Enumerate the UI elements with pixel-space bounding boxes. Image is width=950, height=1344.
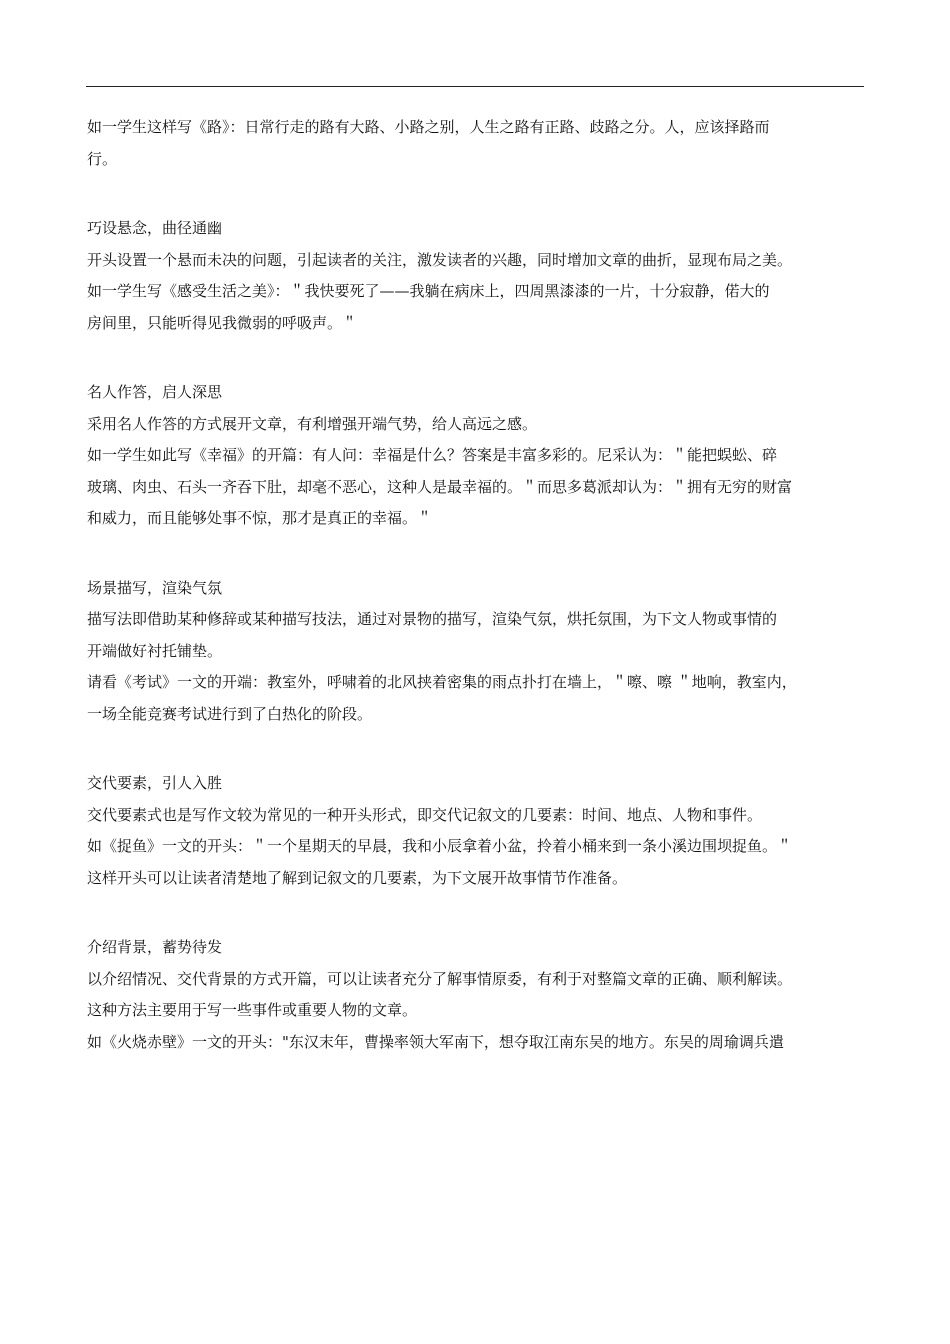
paragraph-line: 开头设置一个悬而未决的问题，引起读者的关注，激发读者的兴趣，同时增加文章的曲折，显现布局之美。 [87, 250, 793, 269]
paragraph-line: 这样开头可以让读者清楚地了解到记叙文的几要素，为下文展开故事情节作准备。 [87, 868, 628, 887]
paragraph-line: 请看《考试》一文的开端：教室外，呼啸着的北风挟着密集的雨点扑打在墙上，＂嚓、嚓 ＂地响，教室内， [87, 673, 797, 691]
section-heading: 巧设悬念，曲径通幽 [87, 219, 223, 237]
section-gap [87, 339, 877, 377]
paragraph-line: 和威力，而且能够处事不惊，那才是真正的幸福。＂ [87, 509, 433, 527]
paragraph-line: 描写法即借助某种修辞或某种描写技法，通过对景物的描写，渲染气氛，烘托氛围，为下文人物或事情的 [87, 610, 778, 628]
paragraph-line: 如《火烧赤壁》一文的开头："东汉末年，曹操率领大军南下，想夺取江南东吴的地方。东吴的周瑜调兵遣 [87, 1032, 784, 1051]
paragraph-line: 开端做好衬托铺垫。 [87, 641, 223, 660]
section-heading: 介绍背景，蓄势待发 [87, 938, 223, 956]
section-gap [87, 730, 877, 768]
paragraph-line: 如《捉鱼》一文的开头：＂一个星期天的早晨，我和小辰拿着小盆，拎着小桶来到一条小溪边围坝捉鱼。＂ [87, 837, 793, 855]
document-body [87, 112, 877, 1058]
header-rule [86, 86, 864, 87]
section-gap [87, 894, 877, 932]
paragraph-line: 如一学生这样写《路》：日常行走的路有大路、小路之别，人生之路有正路、歧路之分。人，应该择路而 [87, 118, 770, 136]
section-gap [87, 175, 877, 213]
paragraph-line: 如一学生写《感受生活之美》：＂我快要死了——我躺在病床上，四周黑漆漆的一片，十分寂静，偌大的 [87, 282, 770, 300]
section-heading: 场景描写，渲染气氛 [87, 578, 223, 597]
paragraph-line: 如一学生如此写《幸福》的开篇：有人问：幸福是什么？答案是丰富多彩的。尼采认为：＂能把蜈蚣、碎 [87, 446, 778, 464]
paragraph-line: 交代要素式也是写作文较为常见的一种开头形式，即交代记叙文的几要素：时间、地点、人物和事件。 [87, 805, 763, 824]
section-gap [87, 535, 877, 573]
paragraph-line: 这种方法主要用于写一些事件或重要人物的文章。 [87, 1001, 418, 1019]
paragraph-line: 玻璃、肉虫、石头一齐吞下肚，却毫不恶心，这种人是最幸福的。＂而思多葛派却认为：＂拥有无穷的财富 [87, 477, 793, 496]
section-heading: 名人作答，启人深思 [87, 383, 223, 401]
paragraph-line: 行。 [87, 149, 118, 168]
section-heading: 交代要素，引人入胜 [87, 774, 223, 792]
paragraph-line: 采用名人作答的方式展开文章，有利增强开端气势，给人高远之感。 [87, 414, 538, 433]
paragraph-line: 一场全能竞赛考试进行到了白热化的阶段。 [87, 704, 373, 723]
paragraph-line: 房间里，只能听得见我微弱的呼吸声。＂ [87, 313, 358, 332]
paragraph-line: 以介绍情况、交代背景的方式开篇，可以让读者充分了解事情原委，有利于对整篇文章的正确、顺利解读。 [87, 969, 793, 988]
